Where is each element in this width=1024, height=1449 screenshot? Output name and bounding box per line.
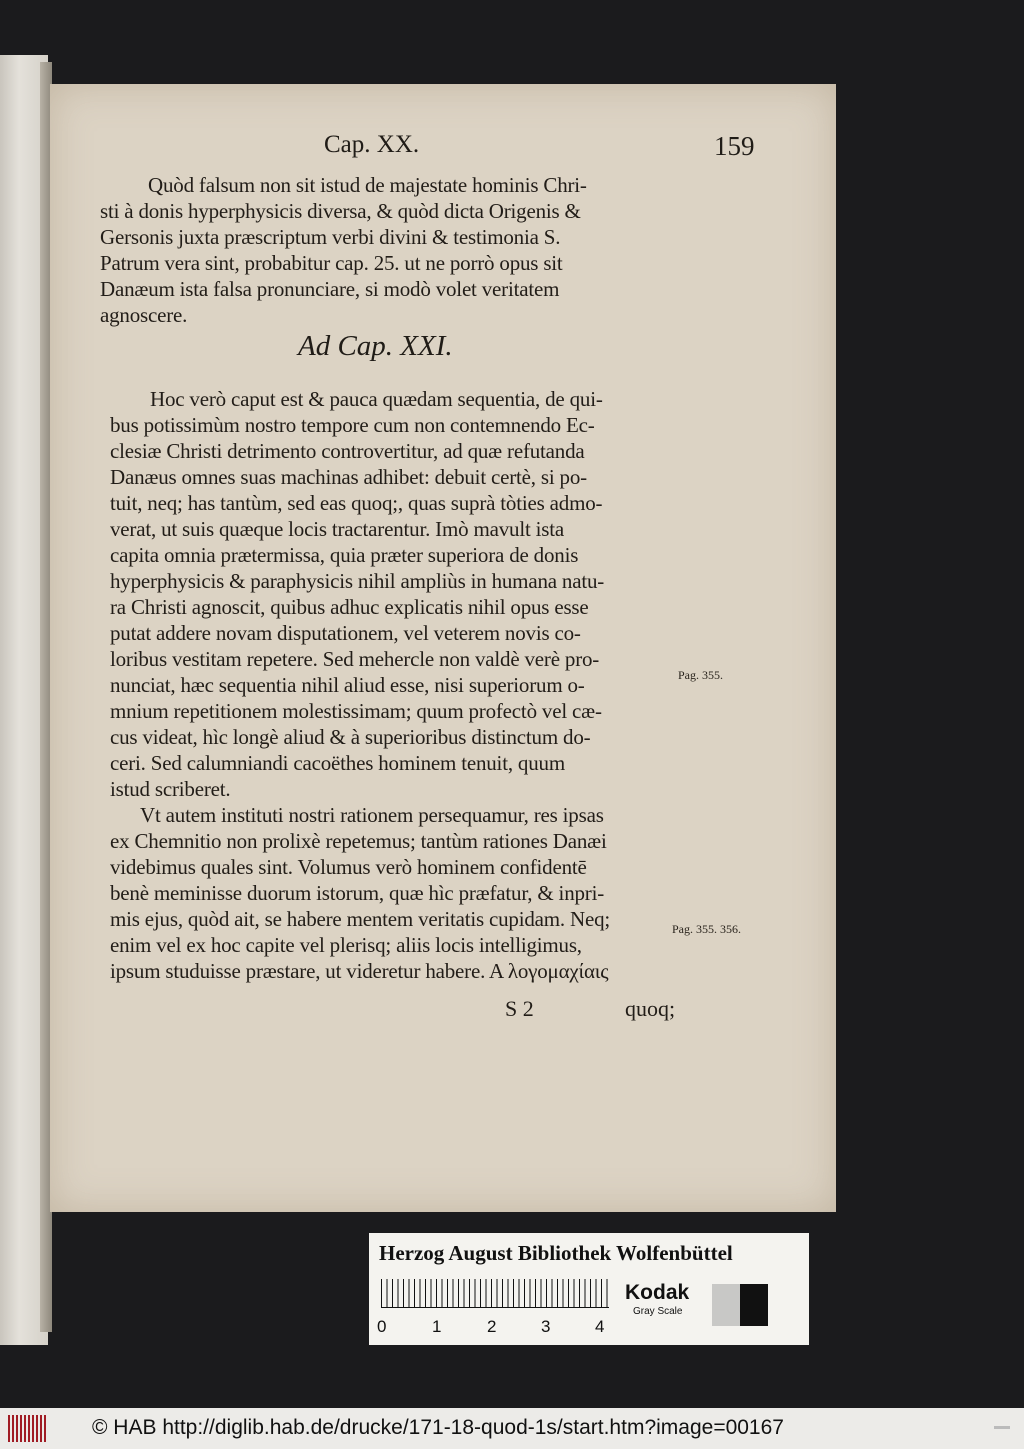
kodak-logo: Kodak xyxy=(625,1281,690,1304)
text-line: Hoc verò caput est & pauca quædam sequentia, de qui- xyxy=(150,387,603,411)
signature-mark: S 2 xyxy=(505,996,534,1021)
text-line: ex Chemnitio non prolixè repetemus; tantùm rationes Danæi xyxy=(110,829,607,853)
text-line: loribus vestitam repetere. Sed mehercle non valdè verè pro- xyxy=(110,647,600,671)
marginal-note: Pag. 355. 356. xyxy=(672,922,741,936)
text-line: clesiæ Christi detrimento controvertitur, ad quæ refutanda xyxy=(110,439,585,463)
text-line: sti à donis hyperphysicis diversa, & quòd dicta Origenis & xyxy=(100,199,581,223)
ruler-ticks xyxy=(381,1279,609,1307)
text-line: Gersonis juxta præscriptum verbi divini & testimonia S. xyxy=(100,225,561,249)
library-name: Herzog August Bibliothek Wolfenbüttel xyxy=(379,1241,733,1265)
scale-ruler xyxy=(381,1279,609,1308)
catchword: quoq; xyxy=(625,996,676,1021)
text-line: istud scriberet. xyxy=(110,777,231,801)
text-line: ipsum studuisse præstare, ut videretur habere. A λογομαχίαις xyxy=(110,959,609,983)
gray-patch-light xyxy=(712,1284,740,1326)
page-number: 159 xyxy=(714,131,755,161)
text-line: ra Christi agnoscit, quibus adhuc explicatis nihil opus esse xyxy=(110,595,589,619)
more-icon xyxy=(994,1426,1010,1429)
text-line: bus potissimùm nostro tempore cum non contemnendo Ec- xyxy=(110,413,595,437)
text-line: mnium repetitionem molestissimam; quum profectò vel cæ- xyxy=(110,699,602,723)
book-page xyxy=(50,84,836,1212)
text-line: capita omnia prætermissa, quia præter superiora de donis xyxy=(110,543,579,567)
text-line: Quòd falsum non sit istud de majestate hominis Chri- xyxy=(148,173,587,197)
text-line: verat, ut suis quæque locis tractarentur. Imò mavult ista xyxy=(110,517,564,541)
ruler-number: 0 xyxy=(377,1317,387,1336)
text-line: Danæum ista falsa pronunciare, si modò volet veritatem xyxy=(100,277,560,301)
footer-bar xyxy=(0,1408,1024,1449)
text-line: tuit, neq; has tantùm, sed eas quoq;, quas suprà tòties admo- xyxy=(110,491,603,515)
text-line: benè meminisse duorum istorum, quæ hìc præfatur, & inpri- xyxy=(110,881,605,905)
running-head xyxy=(50,131,836,171)
running-title: Cap. XX. xyxy=(324,131,420,158)
ruler-number: 3 xyxy=(541,1317,551,1336)
section-heading: Ad Cap. XXI. xyxy=(298,330,453,362)
text-line: hyperphysicis & paraphysicis nihil ampliùs in humana natu- xyxy=(110,569,605,593)
text-line: cus videat, hìc longè aliud & à superioribus distinctum do- xyxy=(110,725,591,749)
color-calibration-bar xyxy=(369,1233,809,1345)
text-line: Vt autem instituti nostri rationem persequamur, res ipsas xyxy=(140,803,604,827)
text-line: Patrum vera sint, probabitur cap. 25. ut ne porrò opus sit xyxy=(100,251,563,275)
hab-logo-icon xyxy=(8,1415,46,1442)
text-line: agnoscere. xyxy=(100,303,188,327)
gray-scale-label: Gray Scale xyxy=(633,1306,683,1317)
text-line: Danæus omnes suas machinas adhibet: debuit certè, si po- xyxy=(110,465,587,489)
text-line: mis ejus, quòd ait, se habere mentem veritatis cupidam. Neq; xyxy=(110,907,611,931)
marginal-note: Pag. 355. xyxy=(678,668,723,682)
text-line: putat addere novam disputationem, vel veterem novis co- xyxy=(110,621,581,645)
ruler-number: 4 xyxy=(595,1317,605,1336)
text-line: nunciat, hæc sequentia nihil aliud esse, nisi superiorum o- xyxy=(110,673,585,697)
text-line: videbimus quales sint. Volumus verò hominem confidentē xyxy=(110,855,587,879)
gray-patch-dark xyxy=(740,1284,768,1326)
text-line: enim vel ex hoc capite vel plerisq; aliis locis intelligimus, xyxy=(110,933,582,957)
ruler-number: 1 xyxy=(432,1317,442,1336)
text-line: ceri. Sed calumniandi cacoëthes hominem tenuit, quum xyxy=(110,751,565,775)
copyright-url[interactable]: © HAB http://diglib.hab.de/drucke/171-18-quod-1s/start.htm?image=00167 xyxy=(92,1416,784,1439)
ruler-number: 2 xyxy=(487,1317,497,1336)
